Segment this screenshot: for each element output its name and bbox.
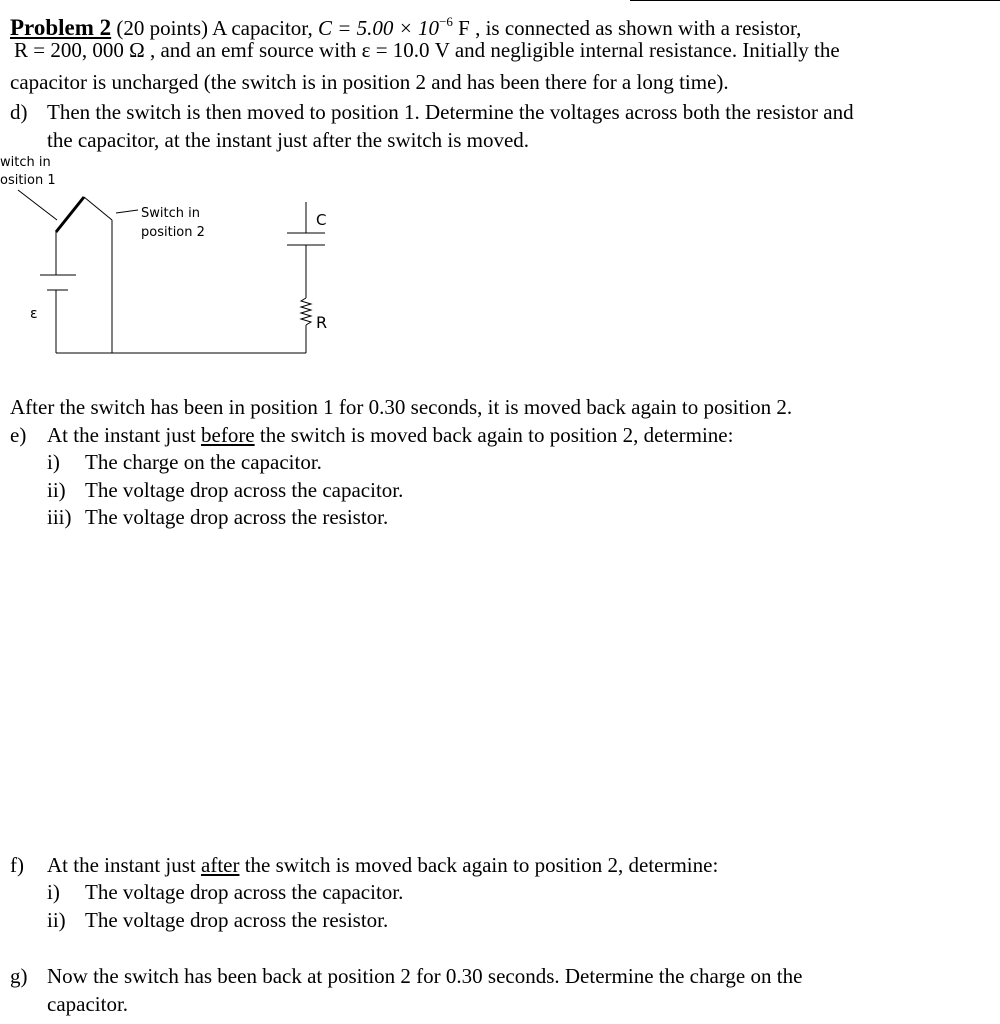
switch-pos2-label-1: Switch in	[141, 206, 200, 221]
resistor-label: R	[316, 313, 328, 332]
part-g-line-2: capacitor.	[47, 992, 129, 1016]
part-e-emphasis: before	[201, 423, 255, 447]
capacitance-equation: C = 5.00 × 10	[317, 16, 440, 40]
part-f-item-text: The voltage drop across the resistor.	[85, 908, 389, 932]
capacitance-exponent: −6	[439, 14, 453, 29]
part-e-item-num: i)	[47, 450, 60, 474]
part-f-item-num: ii)	[47, 908, 66, 932]
switch-pos2-label-2: position 2	[141, 225, 205, 240]
part-g-label: g)	[10, 964, 28, 988]
part-f-question	[47, 851, 718, 879]
emf-label: ε	[30, 306, 38, 322]
part-f-prefix: At the instant just	[47, 853, 196, 877]
part-f-item-num: i)	[47, 880, 60, 904]
switch-pos2-contact	[84, 197, 112, 220]
problem-line-3: capacitor is uncharged (the switch is in position 2 and has been there for a long time).	[10, 70, 729, 94]
problem-line1-prefix: A capacitor,	[212, 16, 313, 40]
part-e-suffix: the switch is moved back again to position 2, determine:	[259, 423, 734, 447]
switch-pos1-label-2: osition 1	[0, 173, 56, 188]
resistor-zigzag	[301, 298, 311, 325]
part-e-item-text: The voltage drop across the capacitor.	[85, 478, 404, 502]
capacitance-unit: F , is connected as shown with a resistor,	[458, 16, 802, 40]
problem-line-2: R = 200, 000 Ω , and an emf source with ε = 10.0 V and negligible internal resistance. Initially the	[14, 38, 840, 62]
part-e-item-num: iii)	[47, 505, 72, 529]
switch-blade	[56, 197, 84, 232]
circuit-diagram	[0, 150, 360, 365]
part-g-line-1: Now the switch has been back at position 2 for 0.30 seconds. Determine the charge on the	[47, 964, 803, 988]
part-f-label: f)	[10, 853, 24, 877]
problem-title: Problem 2	[10, 15, 112, 40]
switch-pos1-label-1: witch in	[0, 155, 51, 170]
problem-points: (20 points)	[116, 16, 208, 40]
part-f-suffix: the switch is moved back again to position 2, determine:	[244, 853, 719, 877]
part-e-item-text: The voltage drop across the resistor.	[85, 505, 389, 529]
top-rule	[630, 0, 1000, 1]
part-e-question	[47, 421, 733, 449]
part-e-item-text: The charge on the capacitor.	[85, 450, 322, 474]
part-f-emphasis: after	[201, 853, 240, 877]
part-f-item-text: The voltage drop across the capacitor.	[85, 880, 404, 904]
part-d-line-1: Then the switch is then moved to position 1. Determine the voltages across both the resistor and	[47, 100, 854, 124]
part-e-prefix: At the instant just	[47, 423, 196, 447]
part-d-label: d)	[10, 100, 28, 124]
after-switch-text: After the switch has been in position 1 for 0.30 seconds, it is moved back again to position 2.	[10, 395, 793, 419]
part-d-line-2: the capacitor, at the instant just after the switch is moved.	[47, 128, 530, 152]
switch-pos2-pointer	[116, 210, 138, 213]
capacitor-label: C	[316, 211, 327, 229]
part-e-label: e)	[10, 423, 27, 447]
switch-pos1-pointer	[18, 190, 57, 220]
part-e-item-num: ii)	[47, 478, 66, 502]
